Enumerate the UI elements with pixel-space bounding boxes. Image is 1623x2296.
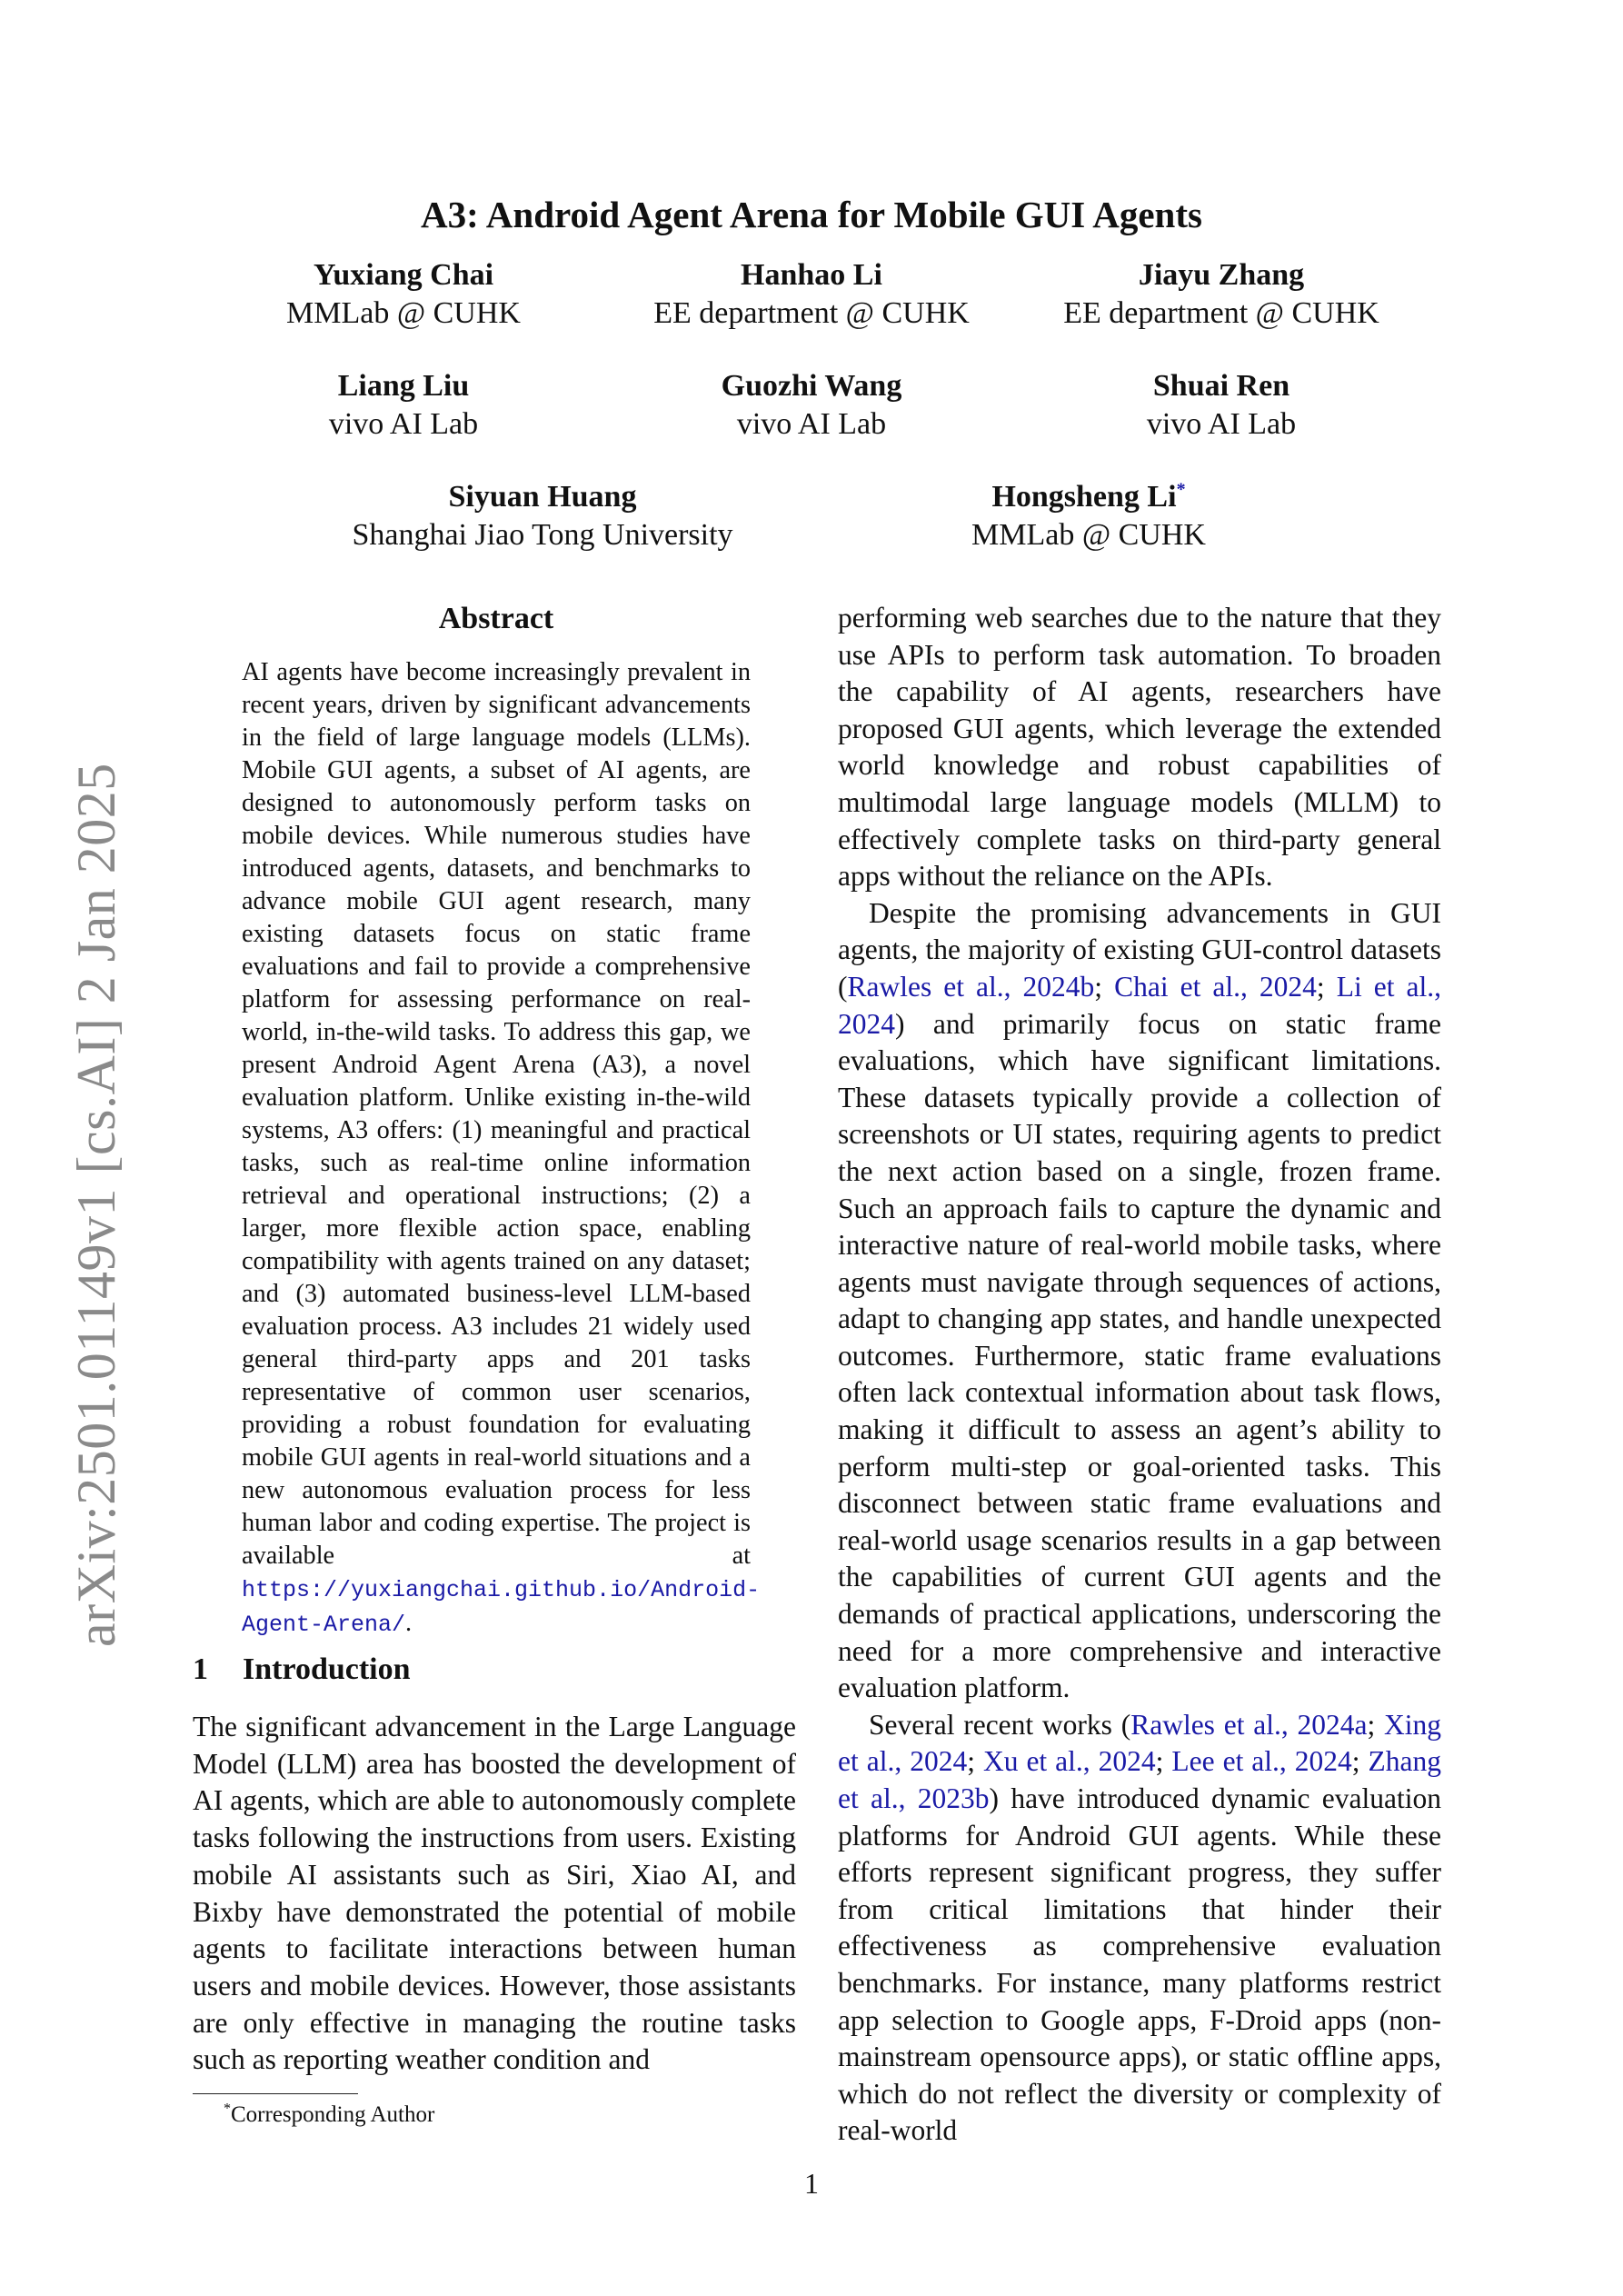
author-block bbox=[324, 478, 761, 554]
author-affiliation: MMLab @ CUHK bbox=[971, 518, 1206, 552]
page-number: 1 bbox=[804, 2167, 819, 2200]
author-name: Jiayu Zhang bbox=[1138, 258, 1305, 292]
project-url-link[interactable]: https://yuxiangchai.github.io/Android-Agent-Arena/ bbox=[242, 1577, 761, 1638]
citation-link[interactable]: Zhang et al., 2023b bbox=[838, 1745, 1442, 1814]
author-affiliation: Shanghai Jiao Tong University bbox=[352, 518, 733, 552]
footnote-marker: * bbox=[224, 2101, 231, 2117]
author-name: Hongsheng Li* bbox=[991, 479, 1186, 514]
citation-link[interactable]: Xu et al., 2024 bbox=[982, 1745, 1156, 1778]
author-affiliation: MMLab @ CUHK bbox=[286, 296, 521, 330]
corresponding-marker[interactable]: * bbox=[1176, 479, 1186, 500]
paragraph: Despite the promising advancements in GUI agents, the majority of existing GUI-control datasets (Rawles et al., 2024b; Chai et al., 2024; Li et al., 2024) and primarily focus on static frame evaluations, which have significant limitations. These datasets typically provide a collection of screenshots or UI states, requiring agents to predict the next action based on a single, frozen frame. Such an approach fails to capture the dynamic and interactive nature of real-world mobile tasks, where agents must navigate through sequences of actions, adapt to changing app states, and handle unexpected outcomes. Furthermore, static frame evaluations often lack contextual information about task flows, making it difficult to assess an agent’s ability to perform multi-step or goal-oriented tasks. This disconnect between static frame evaluations and real-world usage scenarios results in a gap between the capabilities of current GUI agents and the demands of practical applications, underscoring the need for a more comprehensive and interactive evaluation platform. bbox=[838, 896, 1441, 1704]
citation-link[interactable]: Lee et al., 2024 bbox=[1171, 1745, 1352, 1778]
section-title: Introduction bbox=[243, 1652, 411, 1686]
abstract-heading: Abstract bbox=[438, 602, 554, 635]
author-affiliation: EE department @ CUHK bbox=[653, 296, 970, 330]
author-affiliation: vivo AI Lab bbox=[328, 407, 479, 441]
author-block bbox=[185, 367, 622, 444]
paragraph: Several recent works (Rawles et al., 2024a; Xing et al., 2024; Xu et al., 2024; Lee et al., 2024; Zhang et al., 2023b) have introduced dynamic evaluation platforms for Android GUI agents. While these efforts represent significant progress, they suffer from critical limitations that hinder their effectiveness as comprehensive evaluation benchmarks. For instance, many platforms restrict app selection to Google apps, F-Droid apps (non-mainstream opensource apps), or static offline apps, which do not reflect the diversity or complexity of real-world bbox=[838, 1708, 1442, 2147]
citation-link[interactable]: Rawles et al., 2024a bbox=[1130, 1708, 1368, 1741]
author-block bbox=[1003, 256, 1439, 333]
author-block bbox=[185, 256, 622, 333]
arxiv-identifier: arXiv:2501.01149v1 [cs.AI] 2 Jan 2025 bbox=[66, 763, 126, 1647]
footnote-divider bbox=[193, 2093, 358, 2094]
author-block bbox=[871, 478, 1307, 554]
paragraph: performing web searches due to the nature that they use APIs to perform task automation. To broaden the capability of AI agents, researchers have proposed GUI agents, which leverage the extended world knowledge and robust capabilities of multimodal large language models (MLLM) to effectively complete tasks on third-party general apps without the reliance on the APIs. bbox=[838, 602, 1441, 893]
author-name: Yuxiang Chai bbox=[313, 258, 494, 292]
author-affiliation: vivo AI Lab bbox=[736, 407, 887, 441]
author-name: Guozhi Wang bbox=[721, 369, 902, 403]
author-name: Liang Liu bbox=[337, 369, 470, 403]
author-name: Hanhao Li bbox=[741, 258, 882, 292]
right-column bbox=[838, 600, 1441, 2150]
section-heading bbox=[193, 1652, 800, 1687]
author-block bbox=[593, 256, 1030, 333]
citation-link[interactable]: Rawles et al., 2024b bbox=[847, 970, 1095, 1003]
author-name: Shuai Ren bbox=[1152, 369, 1290, 403]
citation-link[interactable]: Chai et al., 2024 bbox=[1114, 970, 1317, 1003]
citation-link[interactable]: Xing et al., 2024 bbox=[838, 1708, 1441, 1778]
footnote: *Corresponding Author bbox=[224, 2101, 435, 2127]
author-block bbox=[593, 367, 1030, 444]
author-affiliation: vivo AI Lab bbox=[1146, 407, 1297, 441]
introduction-paragraph: The significant advancement in the Large Language Model (LLM) area has boosted the development of AI agents, which are able to autonomously complete tasks following the instructions from users. Existing mobile AI assistants such as Siri, Xiao AI, and Bixby have demonstrated the potential of mobile agents to facilitate interactions between human users and mobile devices. However, those assistants are only effective in managing the routine tasks such as reporting weather condition and bbox=[193, 1711, 796, 2076]
citation-link[interactable]: Li et al., 2024 bbox=[838, 970, 1441, 1040]
author-block bbox=[1003, 367, 1439, 444]
paper-title: A3: Android Agent Arena for Mobile GUI Agents bbox=[421, 194, 1202, 235]
author-affiliation: EE department @ CUHK bbox=[1063, 296, 1379, 330]
abstract-text: AI agents have become increasingly prevalent in recent years, driven by significant advancements in the field of large language models (LLMs). Mobile GUI agents, a subset of AI agents, are designed to autonomously perform tasks on mobile devices. While numerous studies have introduced agents, datasets, and benchmarks to advance mobile GUI agent research, many existing datasets focus on static frame evaluations and fail to provide a comprehensive platform for assessing performance on real-world, in-the-wild tasks. To address this gap, we present Android Agent Arena (A3), a novel evaluation platform. Unlike existing in-the-wild systems, A3 offers: (1) meaningful and practical tasks, such as real-time online information retrieval and operational instructions; (2) a larger, more flexible action space, enabling compatibility with agents trained on any dataset; and (3) automated business-level LLM-based evaluation process. A3 includes 21 widely used general third-party apps and 201 tasks representative of common user scenarios, providing a robust foundation for evaluating mobile GUI agents in real-world situations and a new autonomous evaluation process for less human labor and coding expertise. The project is available at https://yuxiangchai.github.io/Android-Agent-Arena/. bbox=[242, 658, 761, 1638]
author-name: Siyuan Huang bbox=[448, 480, 637, 514]
section-number: 1 bbox=[193, 1652, 208, 1686]
